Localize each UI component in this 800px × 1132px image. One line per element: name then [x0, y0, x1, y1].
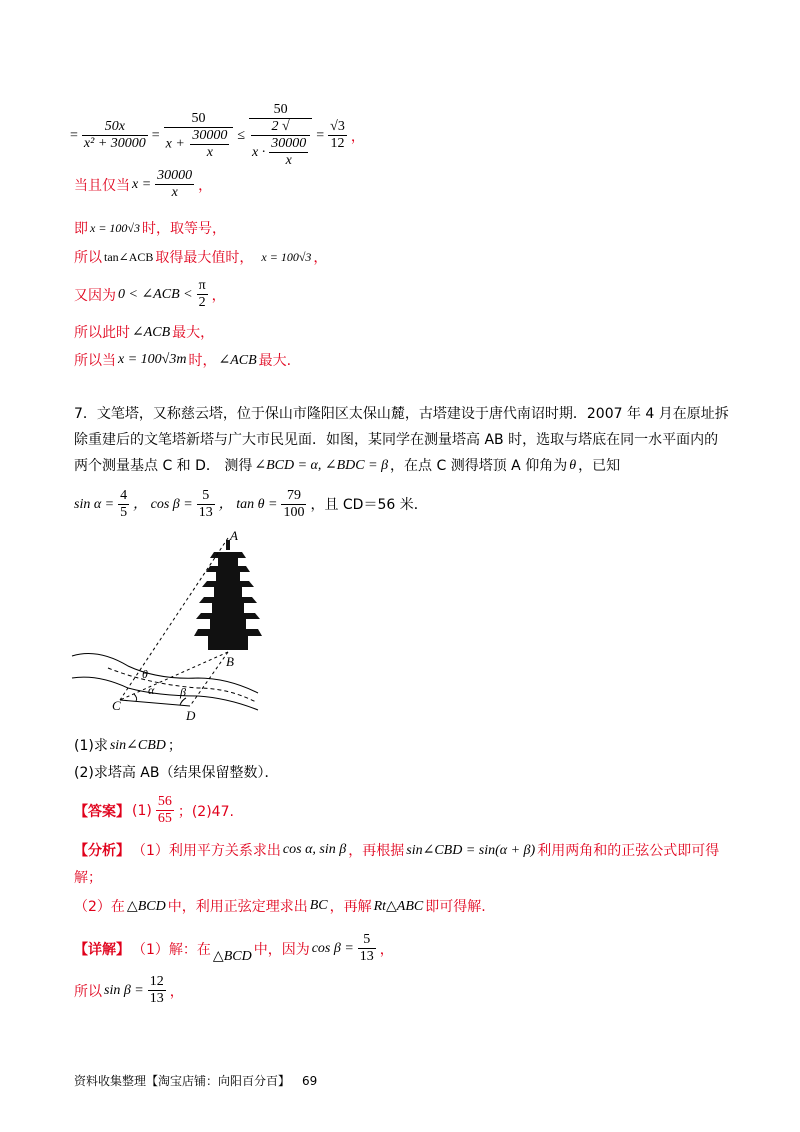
angle-arc-C [134, 694, 137, 701]
text: (1)求 [74, 738, 108, 754]
text: ， [211, 287, 226, 304]
numerator: 50x [82, 119, 148, 136]
denominator: x² + 30000 [83, 136, 146, 151]
text: 中，利用正弦定理求出 [167, 899, 308, 915]
math: △BCD [126, 898, 166, 914]
analysis-tag: 【分析】 [74, 843, 130, 859]
denominator-part: x + [165, 136, 185, 152]
fraction-4 [328, 119, 347, 152]
math: tan∠ACB [104, 249, 154, 264]
denominator: 13 [359, 949, 374, 964]
fraction-1 [82, 119, 148, 152]
line-BC [120, 652, 228, 700]
fraction [155, 168, 194, 201]
sqrt-symbol: √ [282, 119, 290, 134]
solution-line-6 [74, 350, 291, 370]
fraction [281, 488, 306, 521]
numerator: 30000 [157, 168, 193, 183]
solution-line-5 [74, 322, 214, 342]
text: 最大. [258, 353, 292, 369]
text: （1）解：在 [132, 941, 211, 958]
denominator: 65 [157, 811, 172, 826]
numerator: 5 [358, 932, 376, 949]
top-formula [70, 102, 365, 169]
math: ∠BCD = α, ∠BDC = β [254, 458, 389, 473]
detail-tag: 【详解】 [74, 941, 130, 958]
solution-line-2 [74, 218, 226, 238]
problem-line-4 [74, 488, 428, 521]
numerator: 79 [281, 488, 306, 505]
text: 中，因为 [253, 941, 310, 958]
sqrt-body [251, 135, 310, 169]
text: 时，取等号， [142, 221, 227, 237]
denominator: x [206, 144, 213, 160]
denominator-part: 2 [271, 119, 279, 134]
denominator [164, 128, 234, 161]
inner-fraction [190, 128, 229, 161]
text: 所以当 [74, 353, 116, 369]
text: 又因为 [74, 287, 116, 304]
numerator: 4 [120, 488, 128, 503]
denominator: 5 [120, 505, 128, 520]
text: ； [167, 738, 182, 754]
math: sin∠CBD [109, 738, 166, 753]
numerator: 50 [164, 111, 234, 128]
text: 所以 [74, 250, 102, 266]
denominator: 100 [283, 505, 305, 520]
answer-line [74, 794, 234, 827]
label-A: A [230, 528, 238, 543]
math: sin β = [104, 982, 144, 998]
math: x = 100√3 [261, 249, 312, 264]
detail-line-2 [74, 974, 184, 1007]
math: ， tan θ = [218, 496, 278, 512]
fraction [197, 488, 215, 521]
fraction [156, 794, 174, 827]
detail-line-1 [74, 932, 394, 965]
question-2: (2)求塔高 AB（结果保留整数）． [74, 765, 279, 781]
math: ∠ACB [132, 324, 171, 340]
label-alpha: α [148, 683, 155, 697]
text: ， [169, 983, 184, 1000]
problem-line-3 [74, 456, 620, 476]
math: 0 < ∠ACB < [118, 287, 193, 302]
page-footer [74, 1072, 317, 1089]
question-1 [74, 736, 182, 756]
text: 最大， [172, 325, 215, 341]
label-theta: θ [142, 667, 148, 681]
fraction [197, 278, 208, 311]
text: ，再根据 [348, 843, 405, 859]
numerator: 12 [149, 974, 164, 989]
sqrt-part: x · [252, 144, 266, 160]
text: 所以此时 [74, 325, 130, 341]
text: (1) [132, 802, 152, 819]
le-sign: ≤ [237, 127, 246, 143]
math: cos α, sin β [282, 842, 347, 857]
math: x = 100√3 [90, 220, 141, 235]
text: ；(2)47. [177, 803, 234, 820]
label-beta: β [180, 685, 186, 699]
text: 所以 [74, 983, 102, 1000]
solution-line-3 [74, 247, 327, 267]
text: ， [198, 177, 213, 194]
eq-sign: = [316, 127, 325, 143]
text: ，在点 C 测得塔顶 A 仰角为 [390, 458, 568, 474]
analysis-line-1b: 解； [74, 870, 102, 886]
solution-line-4 [74, 278, 226, 311]
math: Rt△ABC [373, 898, 424, 914]
denominator: 12 [330, 136, 345, 151]
math: cos β = [311, 940, 354, 956]
comma: ， [350, 129, 365, 145]
text: 时， [188, 353, 217, 369]
numerator: √3 [330, 119, 345, 134]
analysis-line-2 [74, 896, 486, 916]
angle-arc-D [180, 698, 186, 705]
text: （2）在 [74, 899, 125, 915]
text: ，再解 [329, 899, 372, 915]
footer-text: 资料收集整理【淘宝店铺：向阳百分百】 [74, 1074, 291, 1088]
eq-sign: = [70, 127, 78, 143]
fraction [118, 488, 129, 521]
numerator: 50 [249, 102, 312, 119]
math: BC [309, 898, 328, 913]
text: 利用两角和的正弦公式即可得 [537, 843, 720, 859]
math: ， cos β = [133, 496, 193, 512]
denominator: x [171, 185, 178, 200]
pagoda-icon [194, 540, 262, 650]
answer-tag: 【答案】 [74, 803, 130, 820]
math: sin∠CBD = sin(α + β) [406, 842, 536, 858]
line-CD [120, 700, 190, 706]
denominator: 2 [198, 295, 206, 310]
text: ， [379, 941, 394, 958]
text: 即可得解. [425, 899, 486, 915]
math: x = 100√3m [118, 352, 187, 367]
text: 即 [74, 221, 88, 237]
label-C: C [112, 698, 121, 713]
numerator: 30000 [192, 127, 228, 143]
text: 取得最大值时， [155, 250, 254, 266]
fraction-3 [249, 102, 312, 169]
math: θ [569, 458, 577, 473]
text: 两个测量基点 C 和 D． 测得 [74, 458, 253, 474]
inner-fraction [269, 136, 308, 169]
text: ，已知 [578, 458, 621, 474]
numerator: 5 [197, 488, 215, 505]
denominator: x [285, 153, 292, 168]
label-D: D [186, 708, 196, 723]
numerator: 30000 [271, 136, 307, 151]
math: sin α = [74, 496, 115, 512]
numerator: π [198, 278, 206, 293]
denominator: 13 [198, 505, 213, 520]
eq-sign: = [151, 127, 160, 143]
math: ∠ACB [218, 352, 257, 368]
text: ，且 CD＝56 米． [310, 496, 428, 513]
denominator: 13 [149, 991, 164, 1006]
fraction [148, 974, 166, 1007]
fraction [358, 932, 376, 965]
problem-line-1: 7．文笔塔，又称慈云塔，位于保山市隆阳区太保山麓，古塔建设于唐代南诏时期．2007 年 4 月在原址拆 [74, 406, 729, 422]
text: （1）利用平方关系求出 [132, 843, 281, 859]
analysis-line-1 [74, 840, 719, 860]
denominator [249, 119, 312, 169]
numerator: 56 [157, 794, 172, 809]
math: x = [132, 176, 152, 192]
math: △BCD [212, 949, 252, 964]
problem-line-2: 除重建后的文笔塔新塔与广大市民见面．如图，某同学在测量塔高 AB 时，选取与塔底在同一水平面内的 [74, 432, 719, 448]
fraction-2 [164, 111, 234, 161]
solution-line-1 [74, 168, 212, 201]
text: ， [313, 250, 328, 266]
page-number: 69 [302, 1073, 318, 1088]
pagoda-figure [68, 528, 268, 728]
text: 当且仅当 [74, 177, 130, 194]
label-B: B [226, 654, 234, 669]
